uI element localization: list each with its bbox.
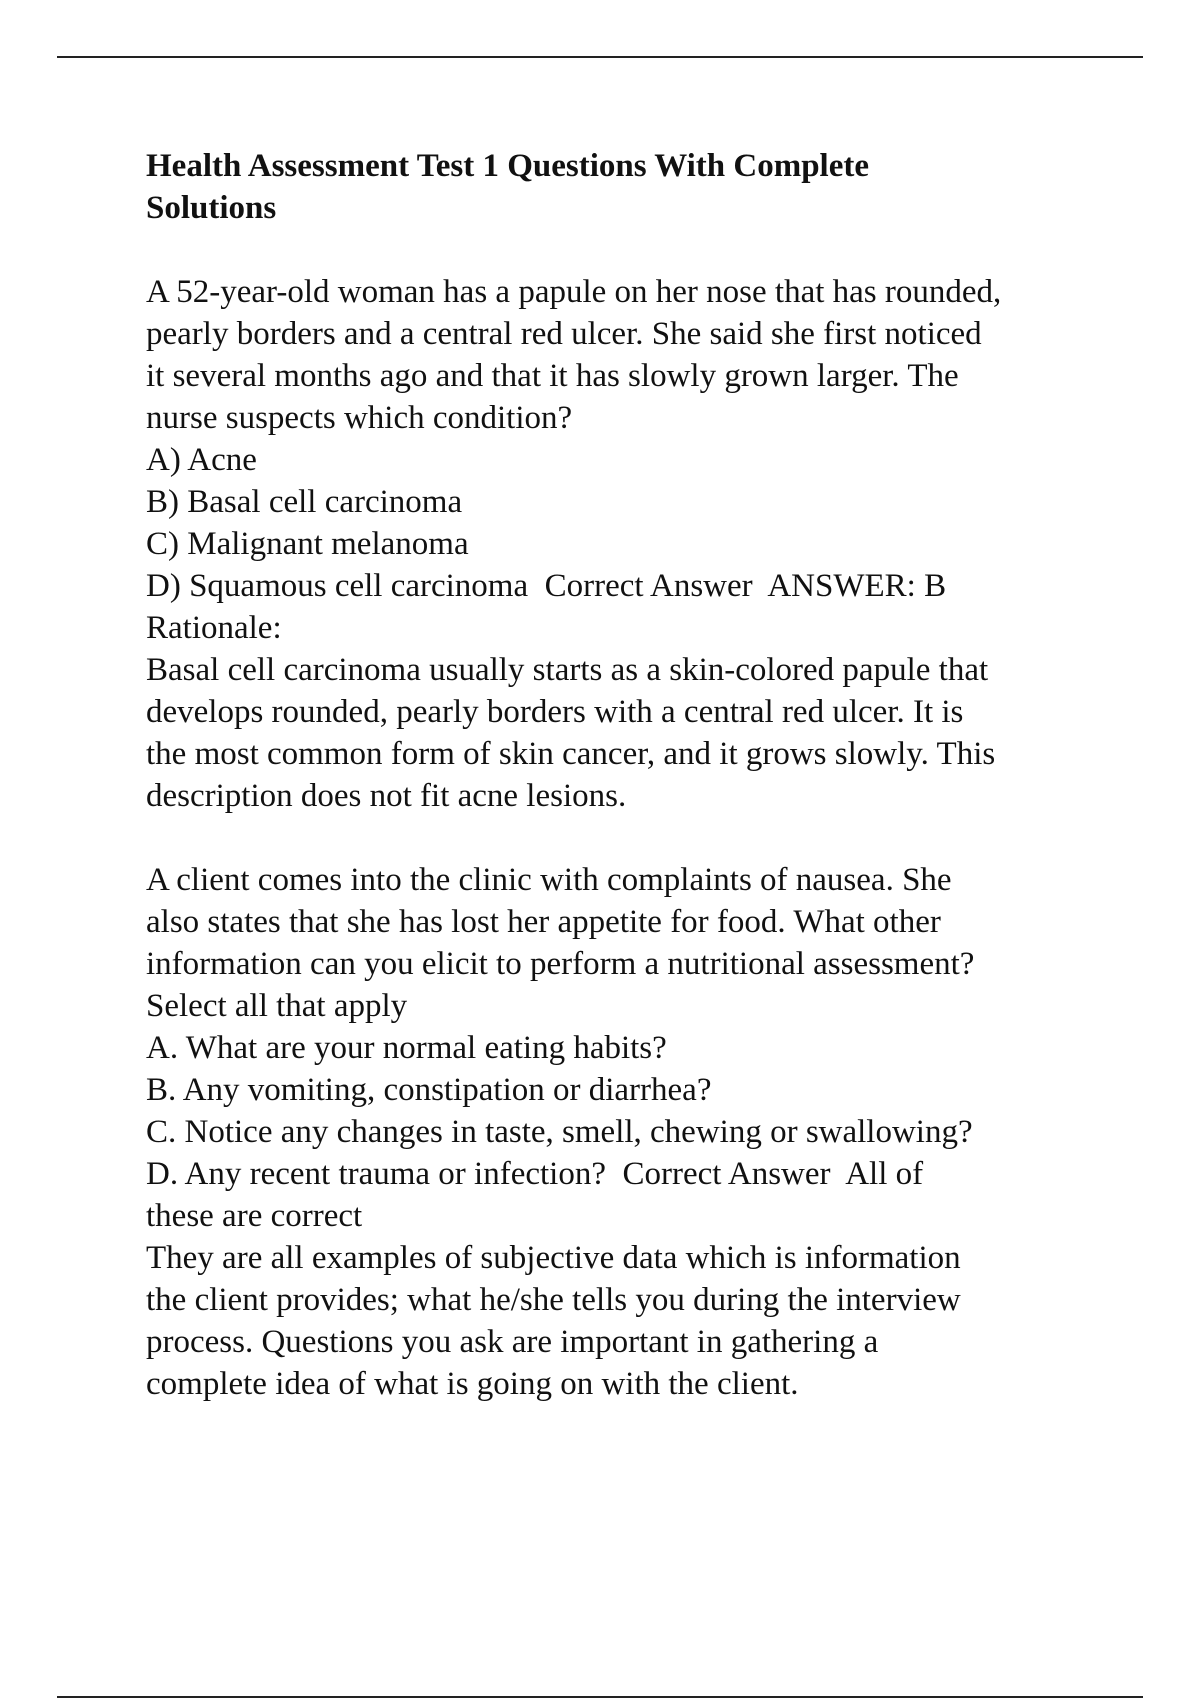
question-2-line: also states that she has lost her appetite for food. What other <box>146 904 941 940</box>
question-2-rationale-line: They are all examples of subjective data which is information <box>146 1240 961 1276</box>
document-title: Health Assessment Test 1 Questions With Complete Solutions <box>146 148 870 226</box>
question-2-instruction: Select all that apply <box>146 988 408 1024</box>
bottom-rule <box>57 1696 1143 1698</box>
question-2-rationale-line: the client provides; what he/she tells you during the interview <box>146 1282 961 1318</box>
question-1-rationale-line: develops rounded, pearly borders with a central red ulcer. It is <box>146 694 964 730</box>
question-1-option-b: B) Basal cell carcinoma <box>146 484 463 520</box>
page-content <box>146 145 1106 1405</box>
question-2-answer-line: these are correct <box>146 1198 363 1234</box>
question-block-1 <box>146 271 1106 817</box>
question-1-rationale-line: Basal cell carcinoma usually starts as a skin-colored papule that <box>146 652 989 688</box>
question-2-rationale-line: complete idea of what is going on with the client. <box>146 1366 799 1402</box>
question-1-rationale-label: Rationale: <box>146 610 282 646</box>
question-2-option-d-answer: D. Any recent trauma or infection? Correct Answer All of <box>146 1156 924 1192</box>
question-1-rationale-line: the most common form of skin cancer, and it grows slowly. This <box>146 736 996 772</box>
question-2-option-a: A. What are your normal eating habits? <box>146 1030 667 1066</box>
question-1-rationale-line: description does not fit acne lesions. <box>146 778 627 814</box>
question-1-line: pearly borders and a central red ulcer. She said she first noticed <box>146 316 982 352</box>
question-1-line: it several months ago and that it has slowly grown larger. The <box>146 358 959 394</box>
question-1-line: A 52-year-old woman has a papule on her nose that has rounded, <box>146 274 1002 310</box>
question-1-option-a: A) Acne <box>146 442 257 478</box>
question-1-option-d-answer: D) Squamous cell carcinoma Correct Answer ANSWER: B <box>146 568 947 604</box>
top-rule <box>57 56 1143 58</box>
question-1-option-c: C) Malignant melanoma <box>146 526 469 562</box>
question-2-line: information can you elicit to perform a nutritional assessment? <box>146 946 975 982</box>
question-2-option-c: C. Notice any changes in taste, smell, chewing or swallowing? <box>146 1114 973 1150</box>
question-2-rationale-line: process. Questions you ask are important in gathering a <box>146 1324 879 1360</box>
question-2-option-b: B. Any vomiting, constipation or diarrhea? <box>146 1072 712 1108</box>
question-block-2 <box>146 859 1106 1405</box>
question-2-line: A client comes into the clinic with complaints of nausea. She <box>146 862 952 898</box>
question-1-line: nurse suspects which condition? <box>146 400 573 436</box>
